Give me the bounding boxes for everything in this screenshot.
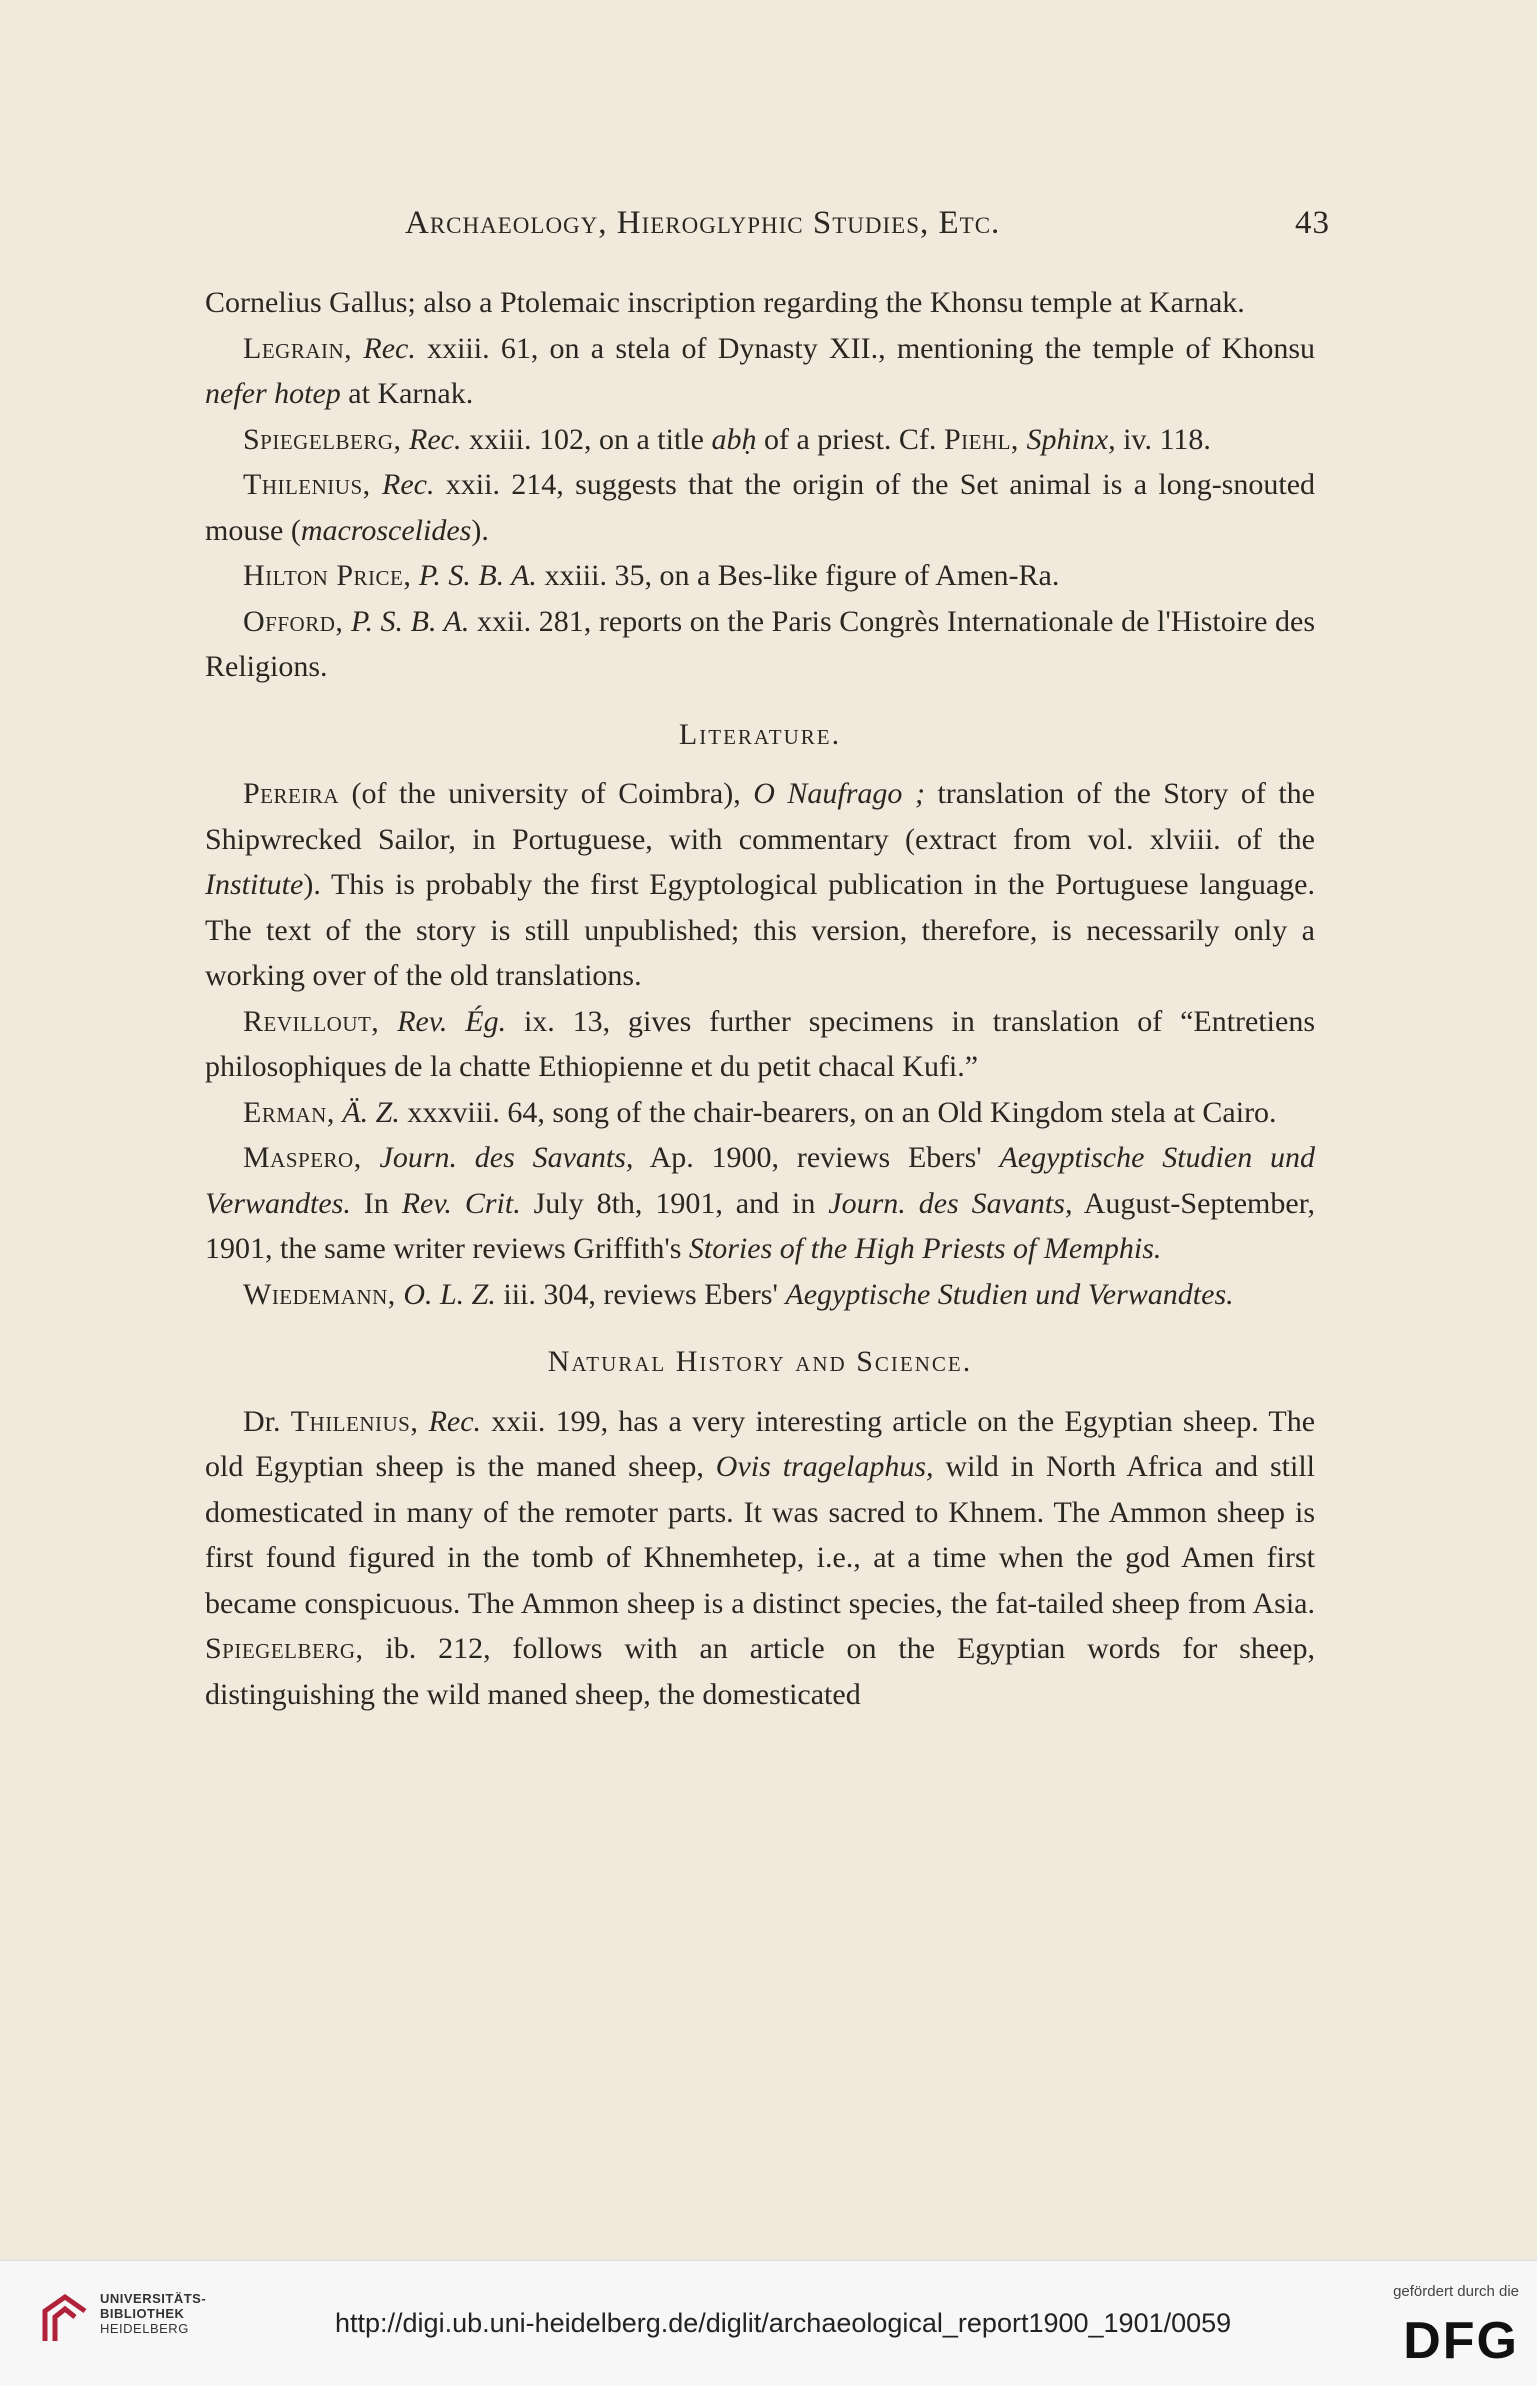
- library-name: UNIVERSITÄTS- BIBLIOTHEK HEIDELBERG: [100, 2291, 207, 2336]
- paragraph: Cornelius Gallus; also a Ptolemaic inscription regarding the Khonsu temple at Karnak.: [205, 286, 1245, 319]
- section-heading-natural-history: Natural History and Science.: [547, 1345, 973, 1378]
- section-heading-literature: Literature.: [678, 717, 842, 751]
- page-number: 43: [1295, 205, 1330, 241]
- funded-by-text: gefördert durch die: [1393, 2283, 1519, 2300]
- dfg-logo: DFG: [1403, 2312, 1519, 2370]
- paragraph: Spiegelberg, Rec. xxiii. 102, on a title abḥ of a priest. Cf. Piehl, Sphinx, iv. 118.: [243, 422, 1211, 456]
- paragraph: Wiedemann, O. L. Z. iii. 304, reviews Ebers' Aegyptische Studien und Verwandtes.: [243, 1277, 1234, 1311]
- paragraph: Offord, P. S. B. A. xxii. 281, reports on the Paris Congrès Internationale de l'Histoire des Religions.: [205, 604, 1315, 683]
- paragraph: Maspero, Journ. des Savants, Ap. 1900, reviews Ebers' Aegyptische Studien und Verwandtes. In Rev. Crit. July 8th, 1901, and in Journ. des Savants, August-September, 1901, the same writer reviews Griffith's Stories of the High Priests of Memphis.: [205, 1141, 1316, 1265]
- permalink-url[interactable]: http://digi.ub.uni-heidelberg.de/diglit/archaeological_report1900_1901/0059: [335, 2308, 1232, 2338]
- paragraph: Revillout, Rev. Ég. ix. 13, gives further specimens in translation of “Entretiens philosophiques de la chatte Ethiopienne et du petit chacal Kufi.”: [205, 1004, 1316, 1083]
- paragraph: Erman, Ä. Z. xxxviii. 64, song of the chair-bearers, on an Old Kingdom stela at Cairo.: [243, 1095, 1277, 1129]
- paragraph: Legrain, Rec. xxiii. 61, on a stela of Dynasty XII., mentioning the temple of Khonsu nefer hotep at Karnak.: [205, 331, 1315, 410]
- paragraph: Thilenius, Rec. xxii. 214, suggests that the origin of the Set animal is a long-snouted mouse (macroscelides).: [205, 468, 1316, 547]
- paragraph: Pereira (of the university of Coimbra), O Naufrago ; translation of the Story of the Shipwrecked Sailor, in Portuguese, with commentary (extract from vol. xlviii. of the Institute). This is probably the first Egyptological publication in the Portuguese language. The text of the story is still unpublished; this version, therefore, is necessarily only a working over of the old translations.: [205, 777, 1315, 992]
- paragraph: Hilton Price, P. S. B. A. xxiii. 35, on a Bes-like figure of Amen-Ra.: [243, 559, 1060, 592]
- body-text: [205, 280, 1315, 1717]
- viewer-footer: [0, 2260, 1537, 2386]
- paragraph: Dr. Thilenius, Rec. xxii. 199, has a very interesting article on the Egyptian sheep. The old Egyptian sheep is the maned sheep, Ovis tragelaphus, wild in North Africa and still domesticated in many of the remoter parts. It was sacred to Khnem. The Ammon sheep is first found figured in the tomb of Khnemhetep, i.e., at a time when the god Amen first became conspicuous. The Ammon sheep is a distinct species, the fat-tailed sheep from Asia. Spiegelberg, ib. 212, follows with an article on the Egyptian words for sheep, distinguishing the wild maned sheep, the domesticated: [205, 1404, 1316, 1711]
- running-head-title: Archaeology, Hieroglyphic Studies, Etc.: [405, 205, 1001, 241]
- university-library-logo-icon: [35, 2289, 95, 2351]
